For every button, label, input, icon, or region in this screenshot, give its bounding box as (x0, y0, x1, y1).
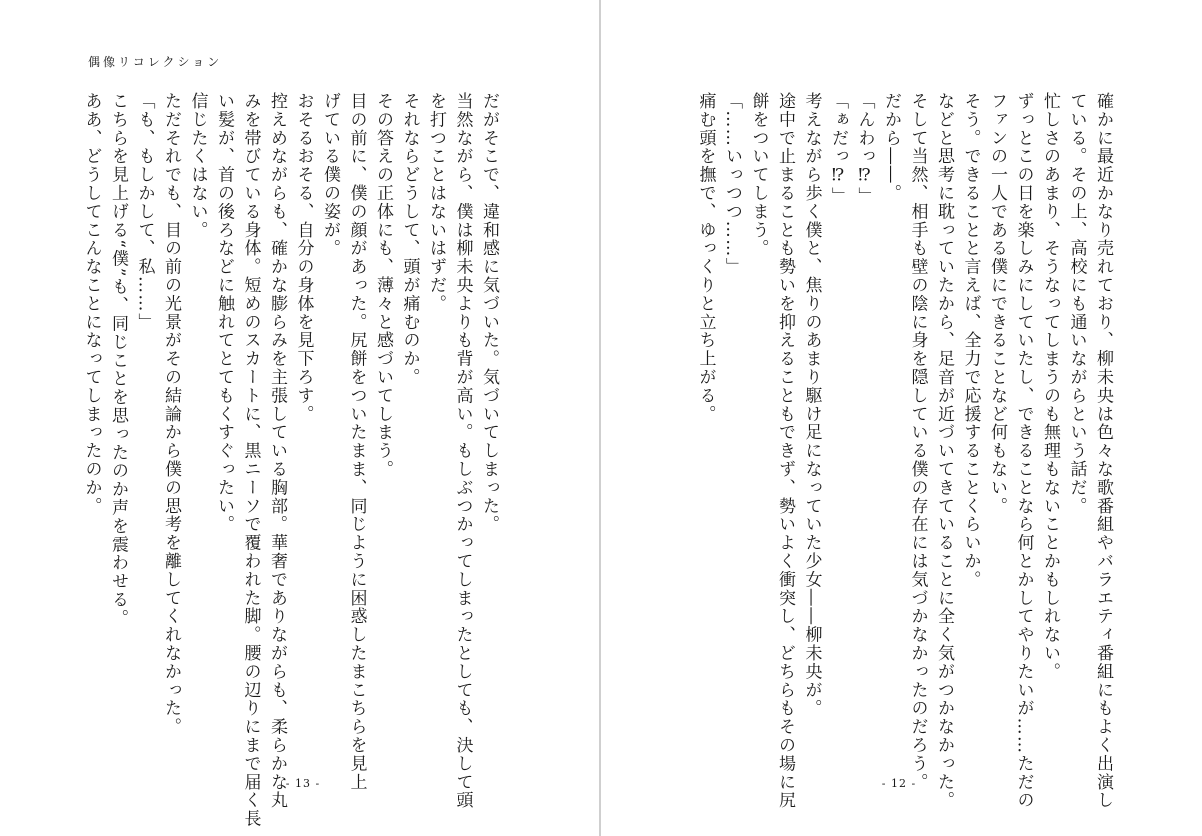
text-line: そう。できることと言えば、全力で応援することくらいか。 (960, 92, 981, 589)
text-line: 信じたくはない。 (187, 92, 208, 240)
text-line: ああ、どうしてこんなことになってしまったのか。 (81, 92, 102, 516)
text-line: ずっとこの日を楽しみにしていたし、できることなら何とかしてやりたいが……ただの (1013, 92, 1034, 810)
text-line: みを帯びている身体。短めのスカートに、黒ニーソで覆われた脚。腰の辺りにまで届く長 (240, 92, 261, 828)
text-line: 「ぁだっ⁉」 (828, 92, 848, 206)
text-line: だがそこで、違和感に気づいた。気づいてしまった。 (479, 92, 499, 534)
page-number-right: - 12 - (881, 777, 917, 790)
text-line: 途中で止まることも勢いを抑えることもできず、勢いよく衝突し、どちらもその場に尻 (775, 92, 795, 810)
text-line: を打つことはないはずだ。 (426, 92, 446, 313)
left-page (0, 0, 600, 836)
text-line: 餅をついてしまう。 (748, 92, 769, 258)
text-line: おそるおそる、自分の身体を見下ろす。 (293, 92, 314, 424)
text-line: 確かに最近かなり売れており、柳未央は色々な歌番組やバラエティ番組にもよく出演し (1093, 92, 1113, 810)
text-line: 痛む頭を撫で、ゆっくりと立ち上がる。 (695, 92, 716, 424)
text-line: ただそれでも、目の前の光景がその結論から僕の思考を離してくれなかった。 (161, 92, 181, 736)
text-line: 「……いっつつ……」 (722, 92, 742, 276)
book-title-header: 偶像リコレクション (88, 55, 223, 69)
text-line: ている。その上、高校にも通いながらという話だ。 (1066, 92, 1087, 516)
page-number-left: - 13 - (285, 777, 321, 790)
text-line: い髪が、首の後ろなどに触れてとてもくすぐったい。 (214, 92, 234, 534)
text-line: ファンの一人である僕にできることなど何もない。 (987, 92, 1007, 516)
text-line: 「んわっ⁉」 (854, 92, 875, 206)
text-line: 控えめながらも、確かな膨らみを主張している胸部。華奢でありながらも、柔らかな丸 (267, 92, 287, 810)
text-line: そして当然、相手も壁の陰に身を隠している僕の存在には気づかなかったのだろう。 (907, 92, 928, 792)
text-line: 考えながら歩く僕と、焦りのあまり駆け足になっていた少女――柳未央が。 (801, 92, 822, 718)
text-line: だから――。 (881, 92, 901, 203)
right-page (601, 0, 1202, 836)
text-line: こちらを見上げる“僕”も、同じことを思ったのか声を震わせる。 (108, 92, 128, 628)
text-line: 「も、もしかして、私……」 (134, 92, 155, 332)
text-line: 当然ながら、僕は柳未央よりも背が高い。もしぶつかってしまったとしても、決して頭 (452, 92, 473, 810)
text-line: それならどうして、頭が痛むのか。 (399, 92, 420, 387)
text-line: げている僕の姿が。 (320, 92, 340, 258)
text-line: 目の前に、僕の顔があった。尻餅をついたまま、同じように困惑したまこちらを見上 (346, 92, 367, 792)
text-line: その答えの正体にも、薄々と感づいてしまう。 (373, 92, 393, 479)
text-line: などと思考に耽っていたから、足音が近づいてきていることに全く気がつかなかった。 (934, 92, 954, 810)
text-line: 忙しさのあまり、そうなってしまうのも無理もないことかもしれない。 (1040, 92, 1060, 681)
